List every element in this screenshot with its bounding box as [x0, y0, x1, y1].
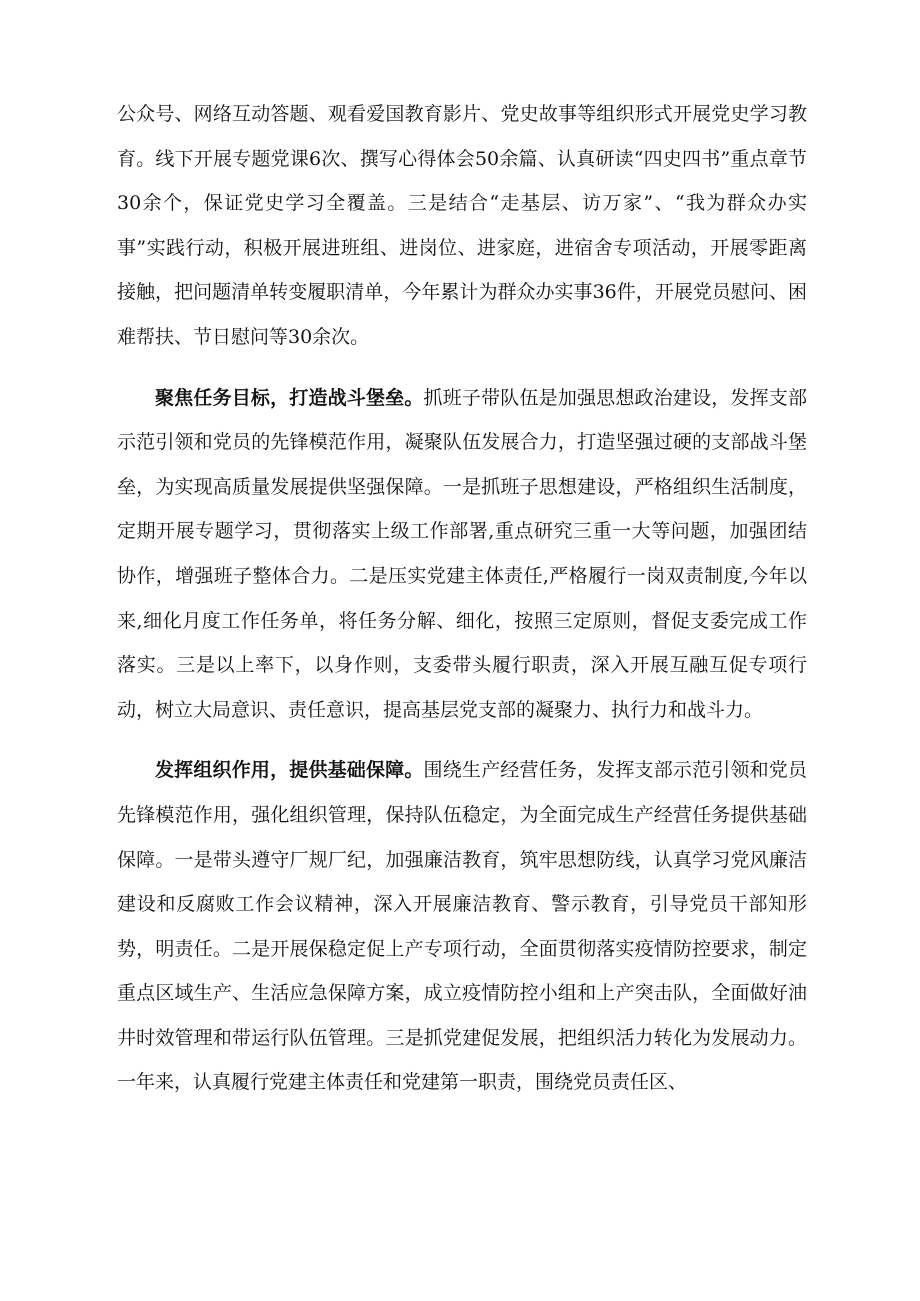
paragraph-body: 围绕生产经营任务，发挥支部示范引领和党员先锋模范作用，强化组织管理，保持队伍稳定，为全面完成生产经营任务提供基础保障。一是带头遵守厂规厂纪，加强廉洁教育，筑牢思想防线，认真学习党风廉洁建设和反腐败工作会议精神，深入开展廉洁教育、警示教育，引导党员干部知形势，明责任。二是开展保稳定促上产专项行动，全面贯彻落实疫情防控要求，制定重点区域生产、生活应急保障方案，成立疫情防控小组和上产突击队，全面做好油井时效管理和带运行队伍管理。三是抓党建促发展，把组织活力转化为发展动力。一年来，认真履行党建主体责任和党建第一职责，围绕党员责任区、 [117, 759, 807, 1094]
document-body [117, 92, 807, 1121]
paragraph-heading: 聚焦任务目标，打造战斗堡垒。 [155, 386, 424, 409]
paragraph-continuation [117, 92, 807, 360]
paragraph-heading: 发挥组织作用，提供基础保障。 [155, 759, 424, 782]
paragraph-battle-fortress [117, 376, 807, 733]
paragraph-body: 抓班子带队伍是加强思想政治建设，发挥支部示范引领和党员的先锋模范作用，凝聚队伍发展合力，打造坚强过硬的支部战斗堡垒，为实现高质量发展提供坚强保障。一是抓班子思想建设，严格组织生活制度，定期开展专题学习，贯彻落实上级工作部署,重点研究三重一大等问题，加强团结协作，增强班子整体合力。二是压实党建主体责任,严格履行一岗双责制度,今年以来,细化月度工作任务单，将任务分解、细化，按照三定原则，督促支委完成工作落实。三是以上率下，以身作则，支委带头履行职责，深入开展互融互促专项行动，树立大局意识、责任意识，提高基层党支部的凝聚力、执行力和战斗力。 [117, 386, 807, 721]
paragraph-body: 公众号、网络互动答题、观看爱国教育影片、党史故事等组织形式开展党史学习教育。线下开展专题党课6次、撰写心得体会50余篇、认真研读“四史四书”重点章节30余个，保证党史学习全覆盖。三是结合“走基层、访万家”、“我为群众办实事”实践行动，积极开展进班组、进岗位、进家庭，进宿舍专项活动，开展零距离接触，把问题清单转变履职清单，今年累计为群众办实事36件，开展党员慰问、困难帮扶、节日慰问等30余次。 [117, 103, 807, 348]
paragraph-organization-role [117, 748, 807, 1105]
